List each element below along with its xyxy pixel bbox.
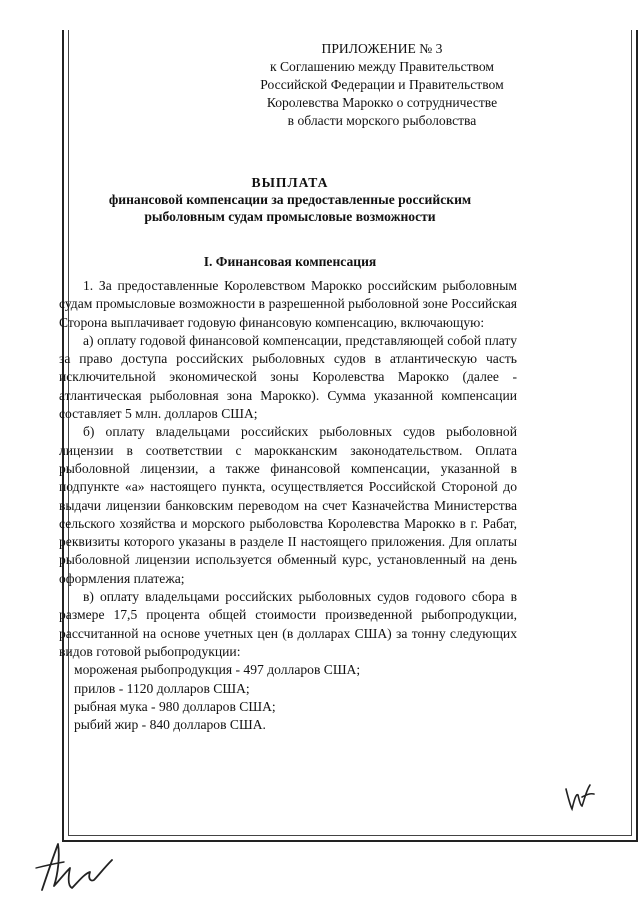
annex-line: Королевства Марокко о сотрудничестве [266, 95, 498, 110]
paragraph-a: а) оплату годовой финансовой компенсации, представляющей собой плату за право доступа российских рыболовных судов в атлантическую часть исключительной экономической зоны Королевства Марокко (далее - атлантическая рыболовная зона Марокко). Сумма указанной компенсации составляет 5 млн. долларов США; [59, 332, 517, 422]
document-title: ВЫПЛАТА [251, 175, 329, 190]
annex-line: ПРИЛОЖЕНИЕ № 3 [321, 41, 443, 56]
list-item: рыбий жир - 840 долларов США. [74, 717, 266, 733]
list-item: прилов - 1120 долларов США; [74, 680, 250, 696]
handwritten-signature [28, 838, 128, 898]
document-body [59, 277, 517, 734]
annex-line: к Соглашению между Правительством [269, 59, 495, 74]
section-heading: I. Финансовая компенсация [203, 254, 377, 269]
document-subtitle: финансовой компенсации за предоставленные российским рыболовным судам промысловые возможности [108, 192, 472, 224]
list-item: мороженая рыбопродукция - 497 долларов США; [74, 662, 361, 678]
list-item: рыбная мука - 980 долларов США; [74, 698, 276, 714]
paragraph-1: 1. За предоставленные Королевством Марокко российским рыболовным судам промысловые возможности в разрешенной рыболовной зоне Российская Сторона выплачивает годовую финансовую компенсацию, включающую: [59, 278, 517, 330]
annex-line: в области морского рыболовства [287, 113, 477, 128]
price-list [59, 661, 517, 734]
annex-line: Российской Федерации и Правительством [260, 77, 504, 92]
annex-header [232, 40, 532, 130]
paragraph-v: в) оплату владельцами российских рыболовных судов годового сбора в размере 17,5 процента общей стоимости произведенной рыбопродукции, рассчитанной на основе учетных цен (в долларах США) за тонну следующих видов готовой рыбопродукции: [59, 589, 517, 659]
handwritten-initials [560, 775, 600, 815]
paragraph-b: б) оплату владельцами российских рыболовных судов рыболовной лицензии в соответствии с марокканским законодательством. Оплата рыболовной лицензии, а также финансовой компенсации, указанной в подпункте «а» настоящего пункта, осуществляется Российской Стороной до выдачи лицензии банковским переводом на счет Казначейства Министерства сельского хозяйства и морского рыболовства Королевства Марокко в г. Рабат, реквизиты которого указаны в разделе II настоящего приложения. Для оплаты рыболовной лицензии используется обменный курс, установленный на день оформления платежа; [59, 424, 517, 586]
